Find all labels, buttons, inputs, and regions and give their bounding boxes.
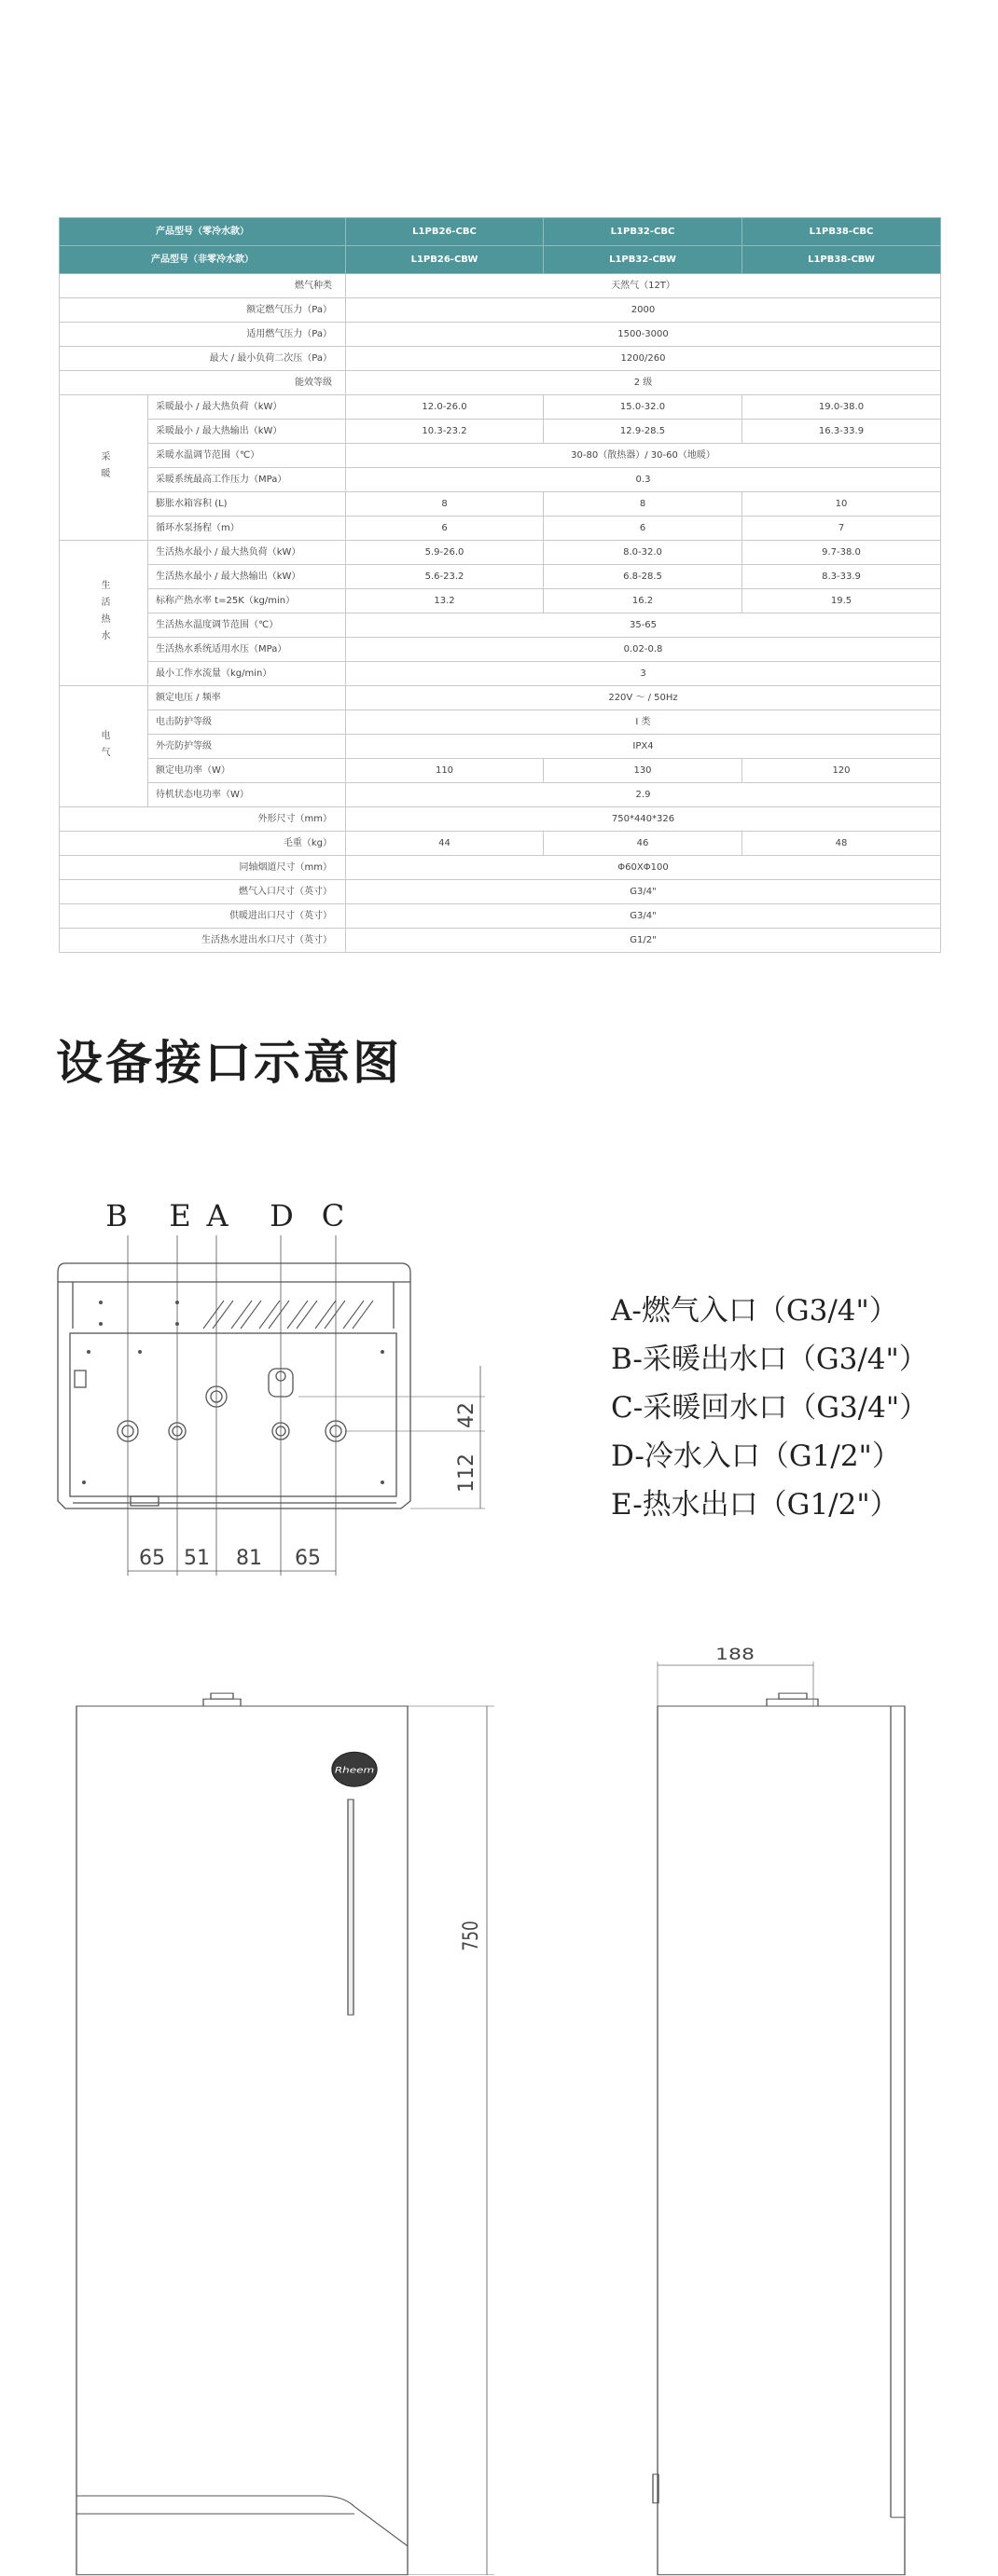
row-value: 10 [742,492,941,517]
row-label: 标称产热水率 t=25K（kg/min） [148,589,346,613]
row-value: 10.3-23.2 [346,420,544,444]
bottom-panel [70,1333,396,1496]
model-cell: L1PB26-CBW [346,246,544,274]
row-label: 适用燃气压力（Pa） [60,323,346,347]
row-label: 循环水泵扬程（m） [148,517,346,541]
row-value: 16.3-33.9 [742,420,941,444]
section-title: 设备接口示意图 [56,1036,402,1090]
front-lower-panel [76,2496,408,2546]
row-label: 电击防护等级 [148,710,346,735]
model-cell: L1PB32-CBW [544,246,742,274]
row-value: 7 [742,517,941,541]
row-value: 8 [544,492,742,517]
row-value: 46 [544,832,742,856]
group-label-hot-water: 生活热水 [60,541,148,686]
row-value: 天然气（12T） [346,274,941,298]
port-letter-e: E [169,1198,191,1233]
row-value: G1/2" [346,929,941,953]
row-value: 0.3 [346,468,941,492]
label-plate [75,1371,86,1387]
row-label: 生活热水最小 / 最大热输出（kW） [148,565,346,589]
row-value: 13.2 [346,589,544,613]
row-value: 1500-3000 [346,323,941,347]
row-value: 30-80（散热器）/ 30-60（地暖） [346,444,941,468]
front-body [76,1706,408,2575]
front-light-strip [348,1799,353,2015]
row-value: 6.8-28.5 [544,565,742,589]
side-flue-top [767,1699,818,1706]
row-value: 8.3-33.9 [742,565,941,589]
port-letter-b: B [105,1198,128,1233]
dim-label-65b: 65 [295,1547,321,1570]
row-value: 35-65 [346,613,941,638]
front-flue-cap [211,1693,233,1699]
row-value: 48 [742,832,941,856]
top-dim-label: 188 [715,1645,755,1664]
row-label: 额定电功率（W） [148,759,346,783]
row-value: 1200/260 [346,347,941,371]
row-value: 120 [742,759,941,783]
logo-text: Rheem [334,1764,375,1776]
row-value: 12.0-26.0 [346,395,544,420]
height-dim-label: 750 [458,1921,483,1951]
header-label: 产品型号（零冷水款） [60,218,346,246]
row-label: 外壳防护等级 [148,735,346,759]
row-label: 外形尺寸（mm） [60,807,346,832]
vent-slots [203,1301,373,1329]
row-value: G3/4" [346,880,941,904]
row-value: 2000 [346,298,941,323]
bottom-body-outline [58,1263,410,1508]
row-value: 2.9 [346,783,941,807]
row-value: 220V ～ / 50Hz [346,686,941,710]
bottom-view-drawing [58,1198,485,1576]
front-view-drawing [76,1693,494,2576]
model-cell: L1PB38-CBC [742,218,941,246]
row-label: 生活热水进出水口尺寸（英寸） [60,929,346,953]
row-value: 16.2 [544,589,742,613]
row-value: 130 [544,759,742,783]
row-value: 750*440*326 [346,807,941,832]
row-label: 同轴烟道尺寸（mm） [60,856,346,880]
row-label: 供暖进出口尺寸（英寸） [60,904,346,929]
legend-item: D-冷水入口（G1/2"） [611,1440,901,1473]
row-label: 采暖系统最高工作压力（MPa） [148,468,346,492]
row-label: 生活热水温度调节范围（℃） [148,613,346,638]
bottom-bracket [131,1496,159,1506]
row-label: 采暖最小 / 最大热输出（kW） [148,420,346,444]
row-value: I 类 [346,710,941,735]
row-label: 生活热水系统适用水压（MPa） [148,638,346,662]
model-cell: L1PB38-CBW [742,246,941,274]
model-cell: L1PB26-CBC [346,218,544,246]
row-label: 燃气入口尺寸（英寸） [60,880,346,904]
row-value: 9.7-38.0 [742,541,941,565]
port-letter-c: C [321,1198,345,1233]
row-label: 采暖水温调节范围（℃） [148,444,346,468]
row-label: 毛重（kg） [60,832,346,856]
legend-item: C-采暖回水口（G3/4"） [611,1391,929,1425]
row-value: 44 [346,832,544,856]
row-value: 8 [346,492,544,517]
side-flue-cap [779,1693,807,1699]
row-value: 8.0-32.0 [544,541,742,565]
row-value: 110 [346,759,544,783]
row-label: 额定燃气压力（Pa） [60,298,346,323]
legend-item: E-热水出口（G1/2"） [611,1488,899,1522]
side-body [658,1706,905,2575]
row-label: 能效等级 [60,371,346,395]
row-label: 膨胀水箱容积 (L) [148,492,346,517]
side-view-drawing [653,1645,905,2576]
dim-label-42: 42 [455,1402,478,1428]
row-label: 采暖最小 / 最大热负荷（kW） [148,395,346,420]
legend-item: B-采暖出水口（G3/4"） [611,1343,928,1376]
port-letter-a: A [206,1198,229,1233]
row-label: 额定电压 / 频率 [148,686,346,710]
row-value: 5.6-23.2 [346,565,544,589]
row-value: 2 级 [346,371,941,395]
row-value: 0.02-0.8 [346,638,941,662]
row-label: 最大 / 最小负荷二次压（Pa） [60,347,346,371]
header-label: 产品型号（非零冷水款） [60,246,346,274]
group-label-electrical: 电气 [60,686,148,807]
row-value: 19.5 [742,589,941,613]
row-label: 待机状态电功率（W） [148,783,346,807]
row-value: 19.0-38.0 [742,395,941,420]
dim-label-65a: 65 [139,1547,165,1570]
legend-item: A-燃气入口（G3/4"） [611,1294,898,1328]
row-value: 12.9-28.5 [544,420,742,444]
port-letter-d: D [270,1198,294,1233]
row-label: 生活热水最小 / 最大热负荷（kW） [148,541,346,565]
group-label-heating: 采暖 [60,395,148,541]
row-value: 3 [346,662,941,686]
row-value: 5.9-26.0 [346,541,544,565]
row-value: 15.0-32.0 [544,395,742,420]
row-value: 6 [544,517,742,541]
dim-label-112: 112 [455,1453,478,1493]
row-value: 6 [346,517,544,541]
row-label: 最小工作水流量（kg/min） [148,662,346,686]
dim-label-81: 81 [236,1547,262,1570]
row-value: Φ60XΦ100 [346,856,941,880]
row-label: 燃气种类 [60,274,346,298]
model-cell: L1PB32-CBC [544,218,742,246]
front-flue-top [203,1699,241,1706]
row-value: IPX4 [346,735,941,759]
dim-label-51: 51 [184,1547,210,1570]
row-value: G3/4" [346,904,941,929]
